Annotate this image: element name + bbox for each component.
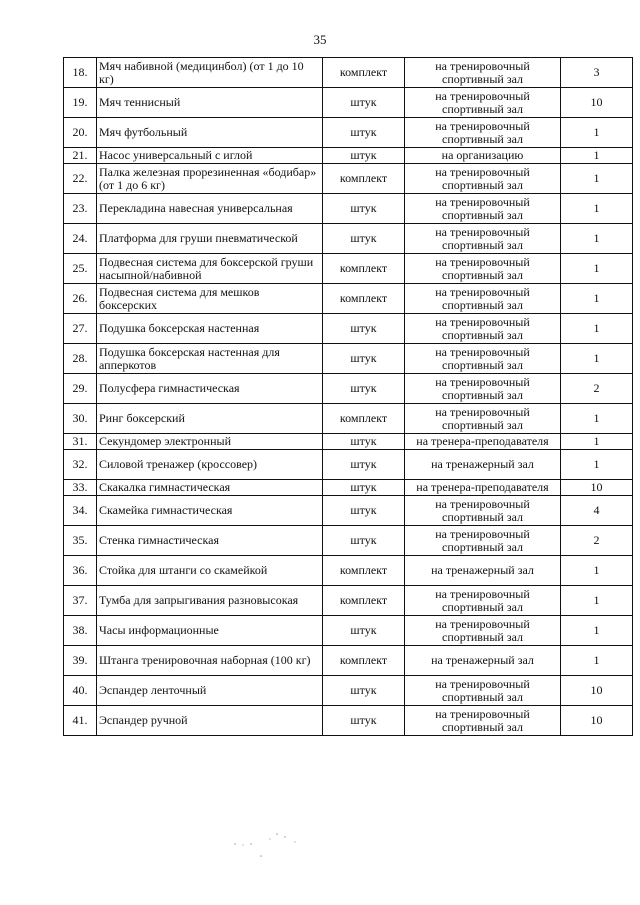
calculation-unit: на тренажерный зал bbox=[405, 556, 561, 586]
table-row bbox=[64, 254, 633, 284]
row-number: 19. bbox=[64, 88, 97, 118]
calculation-unit: на тренировочный спортивный зал bbox=[405, 164, 561, 194]
quantity: 1 bbox=[561, 344, 633, 374]
row-number: 18. bbox=[64, 58, 97, 88]
quantity: 3 bbox=[561, 58, 633, 88]
calculation-unit: на тренировочный спортивный зал bbox=[405, 404, 561, 434]
calculation-unit: на тренировочный спортивный зал bbox=[405, 344, 561, 374]
unit-of-measure: штук bbox=[323, 224, 405, 254]
unit-of-measure: комплект bbox=[323, 646, 405, 676]
calculation-unit: на тренировочный спортивный зал bbox=[405, 88, 561, 118]
row-number: 33. bbox=[64, 480, 97, 496]
table-row bbox=[64, 344, 633, 374]
table-row bbox=[64, 118, 633, 148]
quantity: 1 bbox=[561, 314, 633, 344]
calculation-unit: на тренировочный спортивный зал bbox=[405, 676, 561, 706]
table-row bbox=[64, 284, 633, 314]
row-number: 31. bbox=[64, 434, 97, 450]
unit-of-measure: штук bbox=[323, 526, 405, 556]
unit-of-measure: комплект bbox=[323, 556, 405, 586]
table-row bbox=[64, 88, 633, 118]
item-name: Штанга тренировочная наборная (100 кг) bbox=[97, 646, 323, 676]
quantity: 10 bbox=[561, 706, 633, 736]
item-name: Эспандер ручной bbox=[97, 706, 323, 736]
unit-of-measure: штук bbox=[323, 496, 405, 526]
quantity: 2 bbox=[561, 374, 633, 404]
unit-of-measure: штук bbox=[323, 450, 405, 480]
unit-of-measure: штук bbox=[323, 314, 405, 344]
row-number: 29. bbox=[64, 374, 97, 404]
row-number: 40. bbox=[64, 676, 97, 706]
unit-of-measure: штук bbox=[323, 480, 405, 496]
table-row bbox=[64, 164, 633, 194]
item-name: Подушка боксерская настенная bbox=[97, 314, 323, 344]
row-number: 37. bbox=[64, 586, 97, 616]
quantity: 1 bbox=[561, 284, 633, 314]
item-name: Мяч набивной (медицинбол) (от 1 до 10 кг) bbox=[97, 58, 323, 88]
table-row bbox=[64, 314, 633, 344]
quantity: 1 bbox=[561, 254, 633, 284]
unit-of-measure: комплект bbox=[323, 58, 405, 88]
quantity: 1 bbox=[561, 450, 633, 480]
row-number: 23. bbox=[64, 194, 97, 224]
unit-of-measure: комплект bbox=[323, 164, 405, 194]
item-name: Полусфера гимнастическая bbox=[97, 374, 323, 404]
row-number: 27. bbox=[64, 314, 97, 344]
scan-specks bbox=[215, 830, 305, 860]
calculation-unit: на тренировочный спортивный зал bbox=[405, 284, 561, 314]
item-name: Тумба для запрыгивания разновысокая bbox=[97, 586, 323, 616]
calculation-unit: на тренировочный спортивный зал bbox=[405, 58, 561, 88]
item-name: Платформа для груши пневматической bbox=[97, 224, 323, 254]
table-row bbox=[64, 58, 633, 88]
calculation-unit: на тренера-преподавателя bbox=[405, 480, 561, 496]
row-number: 39. bbox=[64, 646, 97, 676]
table-row bbox=[64, 556, 633, 586]
quantity: 1 bbox=[561, 556, 633, 586]
row-number: 25. bbox=[64, 254, 97, 284]
quantity: 10 bbox=[561, 88, 633, 118]
item-name: Скакалка гимнастическая bbox=[97, 480, 323, 496]
quantity: 1 bbox=[561, 224, 633, 254]
item-name: Скамейка гимнастическая bbox=[97, 496, 323, 526]
quantity: 1 bbox=[561, 194, 633, 224]
unit-of-measure: штук bbox=[323, 616, 405, 646]
calculation-unit: на тренажерный зал bbox=[405, 450, 561, 480]
calculation-unit: на тренировочный спортивный зал bbox=[405, 706, 561, 736]
calculation-unit: на тренировочный спортивный зал bbox=[405, 314, 561, 344]
unit-of-measure: штук bbox=[323, 148, 405, 164]
calculation-unit: на тренера-преподавателя bbox=[405, 434, 561, 450]
calculation-unit: на тренировочный спортивный зал bbox=[405, 374, 561, 404]
calculation-unit: на тренировочный спортивный зал bbox=[405, 586, 561, 616]
calculation-unit: на тренировочный спортивный зал bbox=[405, 224, 561, 254]
unit-of-measure: комплект bbox=[323, 284, 405, 314]
item-name: Секундомер электронный bbox=[97, 434, 323, 450]
item-name: Подушка боксерская настенная для апперкотов bbox=[97, 344, 323, 374]
calculation-unit: на тренажерный зал bbox=[405, 646, 561, 676]
table-row bbox=[64, 496, 633, 526]
unit-of-measure: штук bbox=[323, 344, 405, 374]
row-number: 30. bbox=[64, 404, 97, 434]
unit-of-measure: комплект bbox=[323, 586, 405, 616]
item-name: Палка железная прорезиненная «бодибар» (от 1 до 6 кг) bbox=[97, 164, 323, 194]
table-row bbox=[64, 450, 633, 480]
item-name: Ринг боксерский bbox=[97, 404, 323, 434]
table-row bbox=[64, 434, 633, 450]
row-number: 24. bbox=[64, 224, 97, 254]
row-number: 21. bbox=[64, 148, 97, 164]
table-row bbox=[64, 526, 633, 556]
unit-of-measure: штук bbox=[323, 434, 405, 450]
unit-of-measure: штук bbox=[323, 194, 405, 224]
quantity: 1 bbox=[561, 434, 633, 450]
row-number: 22. bbox=[64, 164, 97, 194]
table-row bbox=[64, 224, 633, 254]
quantity: 10 bbox=[561, 676, 633, 706]
table-row bbox=[64, 676, 633, 706]
quantity: 1 bbox=[561, 616, 633, 646]
item-name: Стойка для штанги со скамейкой bbox=[97, 556, 323, 586]
item-name: Подвесная система для мешков боксерских bbox=[97, 284, 323, 314]
quantity: 1 bbox=[561, 118, 633, 148]
unit-of-measure: штук bbox=[323, 676, 405, 706]
row-number: 34. bbox=[64, 496, 97, 526]
item-name: Стенка гимнастическая bbox=[97, 526, 323, 556]
calculation-unit: на тренировочный спортивный зал bbox=[405, 526, 561, 556]
row-number: 32. bbox=[64, 450, 97, 480]
table-row bbox=[64, 616, 633, 646]
unit-of-measure: штук bbox=[323, 118, 405, 148]
quantity: 4 bbox=[561, 496, 633, 526]
quantity: 1 bbox=[561, 404, 633, 434]
row-number: 41. bbox=[64, 706, 97, 736]
unit-of-measure: штук bbox=[323, 88, 405, 118]
row-number: 36. bbox=[64, 556, 97, 586]
quantity: 1 bbox=[561, 164, 633, 194]
table-row bbox=[64, 480, 633, 496]
calculation-unit: на тренировочный спортивный зал bbox=[405, 194, 561, 224]
row-number: 38. bbox=[64, 616, 97, 646]
quantity: 1 bbox=[561, 646, 633, 676]
item-name: Часы информационные bbox=[97, 616, 323, 646]
calculation-unit: на организацию bbox=[405, 148, 561, 164]
quantity: 1 bbox=[561, 148, 633, 164]
table-row bbox=[64, 148, 633, 164]
item-name: Силовой тренажер (кроссовер) bbox=[97, 450, 323, 480]
page-number: 35 bbox=[313, 32, 327, 47]
item-name: Эспандер ленточный bbox=[97, 676, 323, 706]
unit-of-measure: комплект bbox=[323, 254, 405, 284]
row-number: 35. bbox=[64, 526, 97, 556]
item-name: Перекладина навесная универсальная bbox=[97, 194, 323, 224]
row-number: 26. bbox=[64, 284, 97, 314]
unit-of-measure: штук bbox=[323, 706, 405, 736]
item-name: Подвесная система для боксерской груши насыпной/набивной bbox=[97, 254, 323, 284]
table-row bbox=[64, 404, 633, 434]
table-row bbox=[64, 706, 633, 736]
quantity: 1 bbox=[561, 586, 633, 616]
quantity: 2 bbox=[561, 526, 633, 556]
row-number: 20. bbox=[64, 118, 97, 148]
item-name: Мяч теннисный bbox=[97, 88, 323, 118]
calculation-unit: на тренировочный спортивный зал bbox=[405, 118, 561, 148]
table-row bbox=[64, 194, 633, 224]
item-name: Насос универсальный с иглой bbox=[97, 148, 323, 164]
table-row bbox=[64, 586, 633, 616]
table-row bbox=[64, 374, 633, 404]
unit-of-measure: комплект bbox=[323, 404, 405, 434]
equipment-table bbox=[63, 57, 633, 736]
table-row bbox=[64, 646, 633, 676]
calculation-unit: на тренировочный спортивный зал bbox=[405, 254, 561, 284]
equipment-table-body bbox=[64, 58, 633, 736]
calculation-unit: на тренировочный спортивный зал bbox=[405, 496, 561, 526]
unit-of-measure: штук bbox=[323, 374, 405, 404]
row-number: 28. bbox=[64, 344, 97, 374]
calculation-unit: на тренировочный спортивный зал bbox=[405, 616, 561, 646]
item-name: Мяч футбольный bbox=[97, 118, 323, 148]
quantity: 10 bbox=[561, 480, 633, 496]
